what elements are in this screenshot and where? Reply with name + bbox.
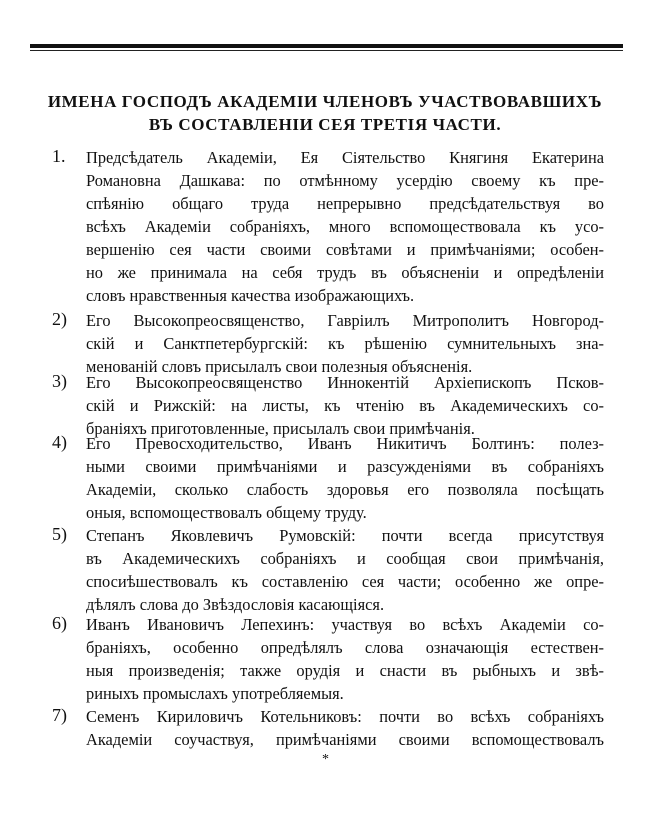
item-number: 4) xyxy=(52,432,67,452)
item-text-line: Академіи, сколько слабость здоровья его позволяла посѣщать xyxy=(86,480,604,499)
item-number: 2) xyxy=(52,309,67,329)
item-text-line: Его Высокопреосвященство Иннокентій Архіепископъ Псков- xyxy=(86,373,604,392)
item-text-line: Семенъ Кириловичъ Котельниковъ: почти во всѣхъ собраніяхъ xyxy=(86,707,604,726)
item-text-line: вершенію сея части своими совѣтами и примѣчаніями; особен- xyxy=(86,240,604,259)
item-text-line: браніяхъ приготовленные, присылалъ свои примѣчанія. xyxy=(86,419,475,438)
item-number: 1. xyxy=(52,146,66,166)
item-text-line: Иванъ Ивановичъ Лепехинъ: участвуя во всѣхъ Академіи со- xyxy=(86,615,604,634)
heading-line-2: ВЪ СОСТАВЛЕНІИ СЕЯ ТРЕТІЯ ЧАСТИ. xyxy=(148,115,502,134)
item-number: 5) xyxy=(52,524,67,544)
item-number: 3) xyxy=(52,371,67,391)
item-number: 6) xyxy=(52,613,67,633)
item-text-line: въ Академическихъ собраніяхъ и сообщая свои примѣчанія, xyxy=(86,549,604,568)
item-text-line: скій и Санктпетербургскій: къ рѣшенію сумнительныхъ зна- xyxy=(86,334,604,353)
item-text-line: риныхъ промыслахъ употребляемыя. xyxy=(86,684,344,703)
item-text-line: ныя произведенія; также орудія и снасти въ рыбныхъ и звѣ- xyxy=(86,661,604,680)
heading-line-1: ИМЕНА ГОСПОДЪ АКАДЕМІИ ЧЛЕНОВЪ УЧАСТВОВАВШИХЪ xyxy=(47,92,603,111)
item-text-line: оныя, вспомоществовалъ общему труду. xyxy=(86,503,367,522)
item-text-line: но же принимала на себя трудъ въ объясненіи и опредѣленіи xyxy=(86,263,604,282)
item-number: 7) xyxy=(52,705,67,725)
item-text-line: словъ нравственныя качества изображающихъ. xyxy=(86,286,415,305)
item-text-line: спосиѣшествовалъ къ составленію сея части; особенно же опре- xyxy=(86,572,604,591)
top-rule xyxy=(30,44,623,48)
item-text-line: менованій словъ присылалъ свои полезныя объясненія. xyxy=(86,357,473,376)
item-text-line: Степанъ Яковлевичъ Румовскій: почти всегда присутствуя xyxy=(86,526,604,545)
item-text-line: Его Высокопреосвященство, Гавріилъ Митрополитъ Новгород- xyxy=(86,311,604,330)
top-rule-thin xyxy=(30,50,623,51)
item-text-line: дѣлялъ слова до Звѣздословія касающіяся. xyxy=(86,595,385,614)
item-text-line: спѣянію общаго труда непрерывно предсѣдательствуя во xyxy=(86,194,604,213)
item-text-line: браніяхъ, особенно опредѣлялъ слова означающія естествен- xyxy=(86,638,604,657)
item-text-line: Романовна Дашкава: по отмѣнному усердію своему къ пре- xyxy=(86,171,604,190)
item-text-line: Предсѣдатель Академіи, Ея Сіятельство Княгиня Екатерина xyxy=(86,148,604,167)
item-text-line: ными своими примѣчаніями и разсужденіями въ собраніяхъ xyxy=(86,457,604,476)
item-text-line: всѣхъ Академіи собраніяхъ, много вспомоществовала къ усо- xyxy=(86,217,604,236)
item-text-line: скій и Рижскій: на листы, къ чтенію въ Академическихъ со- xyxy=(86,396,604,415)
signature-mark: * xyxy=(322,752,329,767)
item-text-line: Академіи соучаствуя, примѣчаніями своими вспомоществовалъ xyxy=(86,730,604,749)
item-text-line: Его Превосходительство, Иванъ Никитичъ Болтинъ: полез- xyxy=(86,434,604,453)
